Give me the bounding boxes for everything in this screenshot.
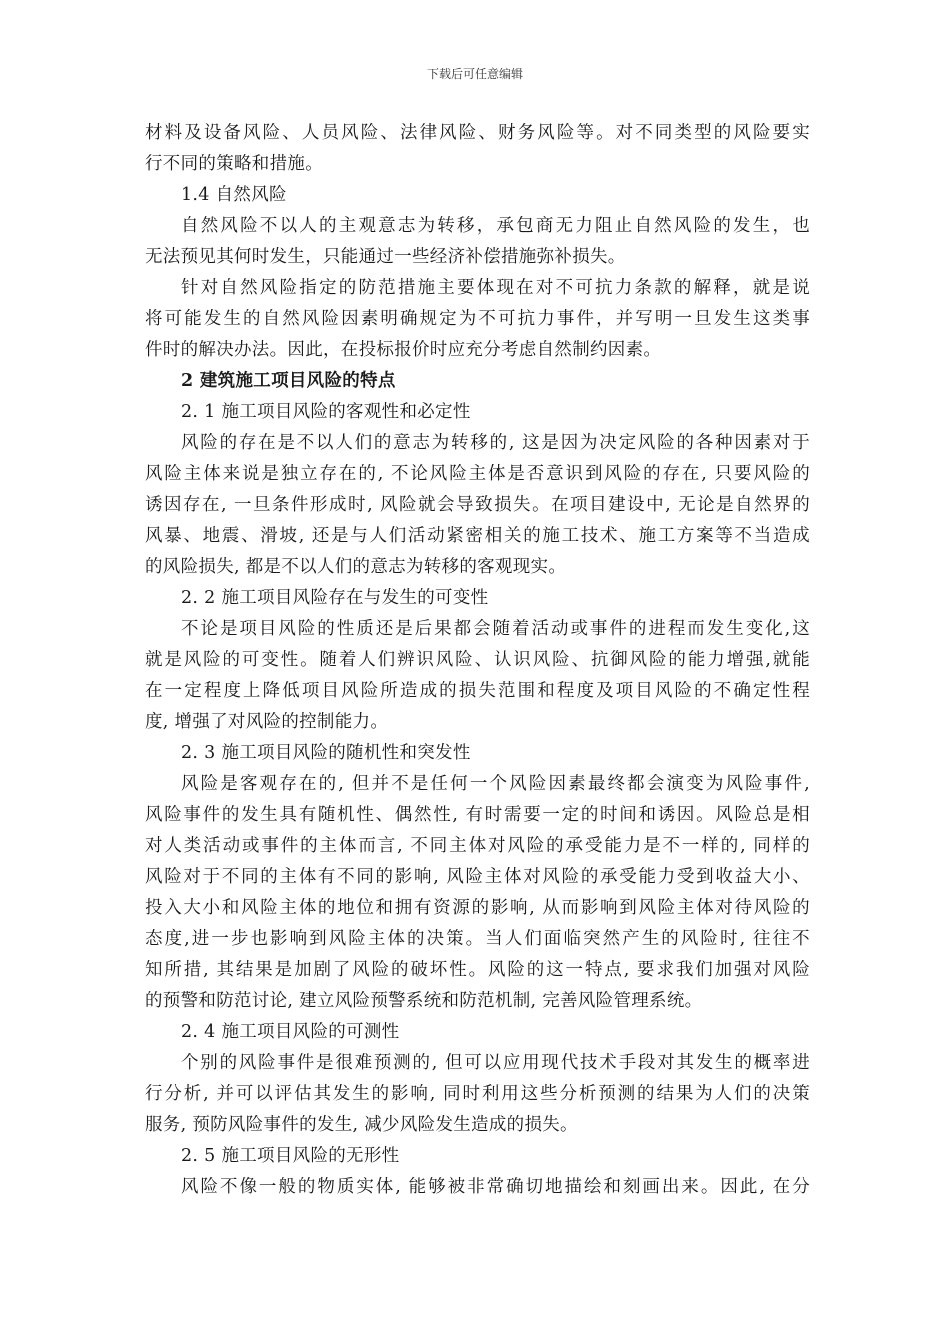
- text-line: 度, 增强了对风险的控制能力。: [145, 712, 389, 732]
- text-line: 风险对于不同的主体有不同的影响, 风险主体对风险的承受能力受到收益大小、: [145, 867, 810, 887]
- text-line: 风险不像一般的物质实体, 能够被非常确切地描绘和刻画出来。因此, 在分: [181, 1177, 810, 1197]
- text-line: 2. 5 施工项目风险的无形性: [181, 1146, 400, 1166]
- text-line: 诱因存在, 一旦条件形成时, 风险就会导致损失。在项目建设中, 无论是自然界的: [145, 495, 810, 515]
- text-line: 对人类活动或事件的主体而言, 不同主体对风险的承受能力是不一样的, 同样的: [145, 836, 810, 856]
- text-line: 的预警和防范讨论, 建立风险预警系统和防范机制, 完善风险管理系统。: [145, 991, 703, 1011]
- text-line: 不论是项目风险的性质还是后果都会随着活动或事件的进程而发生变化,这: [181, 619, 810, 639]
- text-line: 2. 3 施工项目风险的随机性和突发性: [181, 743, 471, 763]
- text-line: 件时的解决办法。因此，在投标报价时应充分考虑自然制约因素。: [145, 340, 662, 360]
- page-header: 下载后可任意编辑: [426, 67, 523, 81]
- text-line: 服务, 预防风险事件的发生, 减少风险发生造成的损失。: [145, 1115, 578, 1135]
- section-heading: 2 建筑施工项目风险的特点: [181, 371, 396, 391]
- text-line: 自然风险不以人的主观意志为转移，承包商无力阻止自然风险的发生，也: [181, 216, 810, 236]
- text-line: 风险的存在是不以人们的意志为转移的, 这是因为决定风险的各种因素对于: [181, 433, 810, 453]
- text-line: 知所措, 其结果是加剧了风险的破坏性。风险的这一特点, 要求我们加强对风险: [145, 960, 810, 980]
- text-line: 针对自然风险指定的防范措施主要体现在对不可抗力条款的解释，就是说: [181, 278, 810, 298]
- text-line: 1.4 自然风险: [181, 185, 287, 205]
- text-line: 风险事件的发生具有随机性、偶然性, 有时需要一定的时间和诱因。风险总是相: [145, 805, 810, 825]
- text-line: 2. 4 施工项目风险的可测性: [181, 1022, 400, 1042]
- text-line: 风险是客观存在的, 但并不是任何一个风险因素最终都会演变为风险事件,: [181, 774, 810, 794]
- document-body: [145, 118, 810, 1203]
- text-line: 态度,进一步也影响到风险主体的决策。当人们面临突然产生的风险时, 往往不: [145, 929, 810, 949]
- text-line: 风险主体来说是独立存在的, 不论风险主体是否意识到风险的存在, 只要风险的: [145, 464, 810, 484]
- text-line: 的风险损失, 都是不以人们的意志为转移的客观现实。: [145, 557, 567, 577]
- text-line: 就是风险的可变性。随着人们辨识风险、认识风险、抗御风险的能力增强,就能: [145, 650, 810, 670]
- text-line: 在一定程度上降低项目风险所造成的损失范围和程度及项目风险的不确定性程: [145, 681, 810, 701]
- text-line: 材料及设备风险、人员风险、法律风险、财务风险等。对不同类型的风险要实: [145, 123, 810, 143]
- text-line: 行不同的策略和措施。: [145, 154, 323, 174]
- text-line: 行分析, 并可以评估其发生的影响, 同时利用这些分析预测的结果为人们的决策: [145, 1084, 810, 1104]
- text-line: 个别的风险事件是很难预测的, 但可以应用现代技术手段对其发生的概率进: [181, 1053, 810, 1073]
- text-line: 无法预见其何时发生，只能通过一些经济补偿措施弥补损失。: [145, 247, 626, 267]
- text-line: 将可能发生的自然风险因素明确规定为不可抗力事件，并写明一旦发生这类事: [145, 309, 810, 329]
- text-line: 2. 2 施工项目风险存在与发生的可变性: [181, 588, 489, 608]
- text-line: 风暴、地震、滑坡, 还是与人们活动紧密相关的施工技术、施工方案等不当造成: [145, 526, 810, 546]
- text-line: 2. 1 施工项目风险的客观性和必定性: [181, 402, 471, 422]
- text-line: 投入大小和风险主体的地位和拥有资源的影响, 从而影响到风险主体对待风险的: [145, 898, 810, 918]
